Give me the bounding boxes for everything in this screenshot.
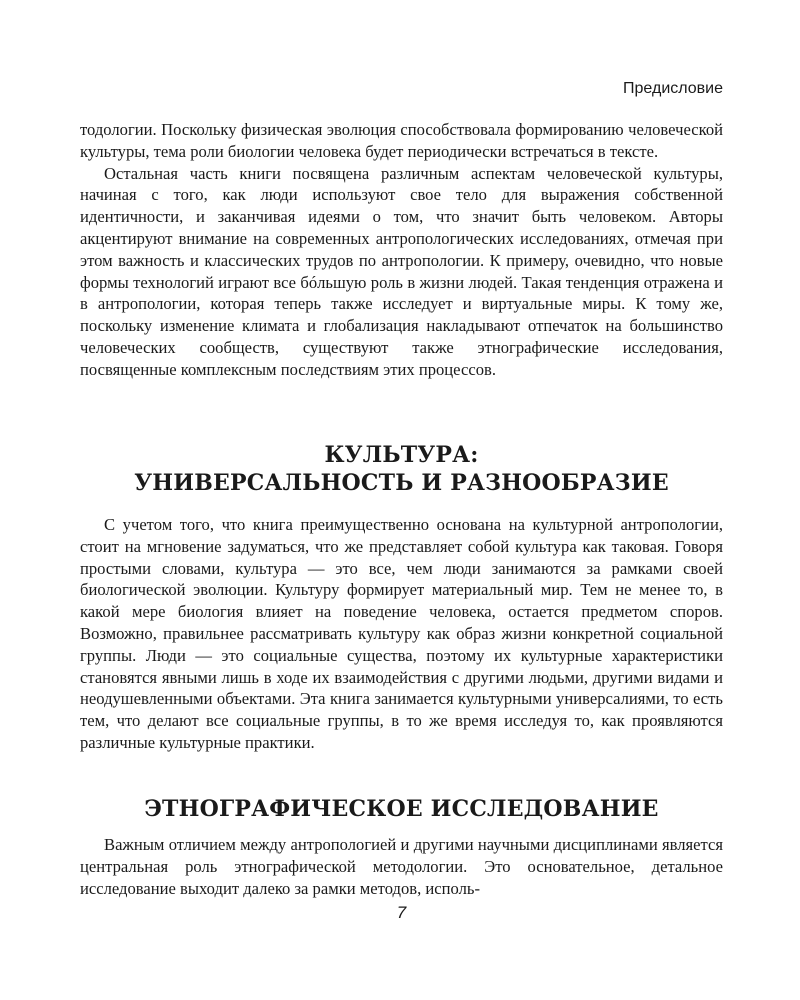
running-head: Предисловие: [623, 80, 723, 97]
intro-paragraph-continued: тодологии. Поскольку физическая эволюция способствовала формированию человеческой культуры, тема роли биологии человека будет периодически встречаться в тексте.: [80, 120, 723, 161]
ethnography-text-block: [80, 834, 723, 899]
section-heading-line: КУЛЬТУРА:: [324, 442, 479, 468]
intro-text-block: [80, 119, 723, 381]
culture-text-block: [80, 514, 723, 754]
section-heading-line: УНИВЕРСАЛЬНОСТЬ И РАЗНООБРАЗИЕ: [134, 470, 669, 496]
section-heading-culture: [80, 441, 723, 497]
intro-paragraph: Остальная часть книги посвящена различным аспектам человеческой культуры, начиная с того, как люди используют свое тело для выражения собственной идентичности, и заканчивая идеями о том, что значит быть человеком. Авторы акцентируют внимание на современных антропологических исследованиях, отмечая при этом важность и классических трудов по антропологии. К примеру, очевидно, что новые формы технологий играют все бóльшую роль в жизни людей. Такая тенденция отражена и в антропологии, которая теперь также исследует и виртуальные миры. К тому же, поскольку изменение климата и глобализация накладывают отпечаток на большинство человеческих сообществ, существуют также этнографические исследования, посвященные комплексным последствиям этих процессов.: [80, 163, 723, 379]
section-heading-ethnography: [80, 795, 723, 823]
page-number: 7: [396, 903, 407, 922]
book-page: [80, 0, 723, 1000]
culture-paragraph: С учетом того, что книга преимущественно основана на культурной антропологии, стоит на мгновение задуматься, что же представляет собой культура как таковая. Говоря простыми словами, культура — это все, чем люди занимаются за рамками своей биологической эволюции. Культуру формирует материальный мир. Тем не менее то, в какой мере биология влияет на поведение человека, остается предметом споров. Возможно, правильнее рассматривать культуру как образ жизни конкретной социальной группы. Люди — это социальные существа, поэтому их культурные характеристики становятся явными лишь в ходе их взаимодействия с другими людьми, другими видами и неодушевленными объектами. Эта книга занимается культурными универсалиями, то есть тем, что делают все социальные группы, в то же время исследуя то, как проявляются различные культурные практики.: [80, 515, 723, 752]
section-heading-line: ЭТНОГРАФИЧЕСКОЕ ИССЛЕДОВАНИЕ: [144, 796, 659, 822]
ethnography-paragraph: Важным отличием между антропологией и другими научными дисциплинами является центральная роль этнографической методологии. Это основательное, детальное исследование выходит далеко за рамки методов, исполь-: [80, 835, 723, 898]
